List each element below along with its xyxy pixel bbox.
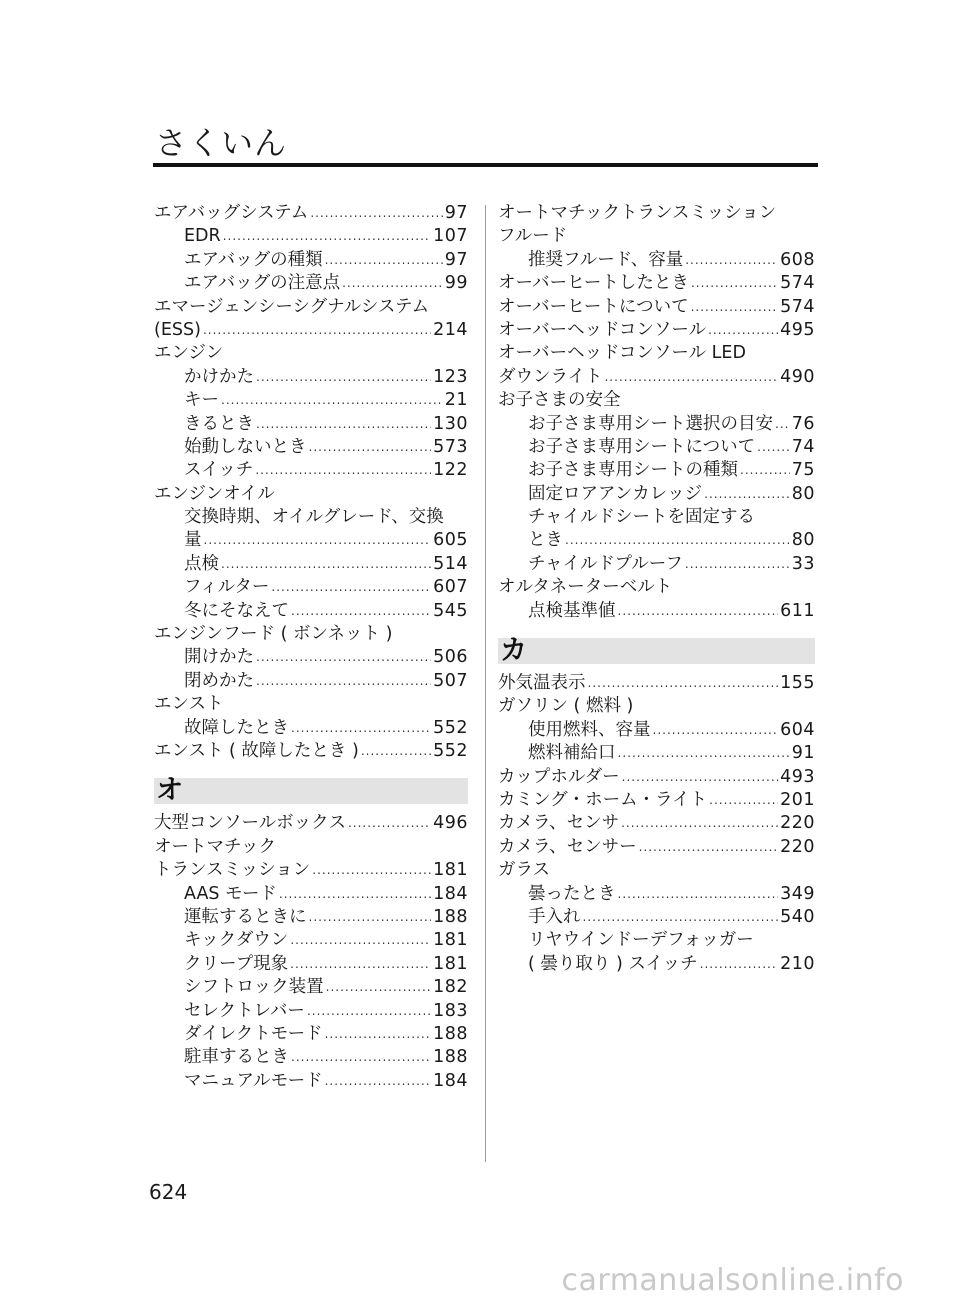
index-entry — [154, 249, 468, 272]
index-entry — [154, 740, 468, 763]
dot-leader — [708, 319, 778, 342]
entry-label: エアバッグシステム — [154, 203, 309, 223]
dot-leader — [709, 789, 778, 812]
entry-label: お子さま専用シートの種類 — [528, 460, 738, 481]
dot-leader — [203, 319, 431, 342]
entry-page-number: 97 — [444, 249, 468, 270]
entry-label: キックダウン — [184, 930, 289, 951]
entry-label: EDR — [184, 226, 221, 247]
dot-leader — [348, 812, 431, 835]
index-entry — [498, 459, 815, 482]
index-entry — [154, 319, 468, 342]
dot-leader — [255, 459, 431, 482]
entry-page-number: 506 — [433, 647, 468, 668]
dot-leader — [621, 812, 778, 835]
index-entry — [154, 717, 468, 740]
index-entry — [154, 1023, 468, 1046]
entry-label: (ESS) — [154, 319, 201, 340]
index-heading: エンジン — [154, 343, 224, 364]
index-entry — [498, 953, 815, 976]
dot-leader — [565, 529, 790, 552]
entry-page-number: 76 — [791, 413, 815, 434]
entry-label: スイッチ — [184, 460, 254, 481]
entry-page-number: 574 — [780, 296, 815, 317]
entry-label: エアバッグの種類 — [184, 249, 323, 270]
index-entry — [498, 836, 815, 859]
entry-page-number: 611 — [780, 600, 815, 621]
index-entry — [154, 600, 468, 623]
entry-page-number: 181 — [433, 930, 468, 951]
index-heading: ガラス — [498, 860, 550, 881]
entry-label: 大型コンソールボックス — [154, 813, 346, 834]
dot-leader — [312, 859, 431, 882]
index-entry — [154, 272, 468, 295]
entry-label: チャイルドプルーフ — [528, 553, 683, 574]
dot-leader — [256, 670, 431, 693]
dot-leader — [653, 719, 779, 742]
index-entry — [498, 483, 815, 506]
entry-label: オーバーヘッドコンソール — [498, 319, 707, 340]
entry-page-number: 182 — [433, 977, 468, 998]
index-entry — [498, 296, 815, 319]
entry-page-number: 80 — [791, 530, 815, 551]
dot-leader — [342, 272, 443, 295]
entry-page-number: 220 — [780, 813, 815, 834]
dot-leader — [309, 436, 432, 459]
entry-page-number: 21 — [444, 390, 468, 411]
index-entry — [154, 812, 468, 835]
index-title: さくいん — [155, 124, 288, 162]
entry-page-number: 604 — [780, 719, 815, 740]
dot-leader — [325, 1023, 431, 1046]
entry-label: フィルター — [184, 577, 270, 598]
dot-leader — [583, 906, 779, 929]
entry-page-number: 188 — [433, 1023, 468, 1044]
entry-page-number: 99 — [444, 273, 468, 294]
dot-leader — [326, 976, 431, 999]
entry-page-number: 80 — [791, 483, 815, 504]
index-subheading: 交換時期、オイルグレード、交換 — [184, 507, 444, 528]
entry-label: マニュアルモード — [184, 1070, 323, 1091]
index-entry — [154, 529, 468, 552]
index-entry — [154, 225, 468, 248]
index-entry — [154, 1046, 468, 1069]
entry-page-number: 181 — [433, 860, 468, 881]
index-entry — [154, 883, 468, 906]
index-entry — [498, 553, 815, 576]
entry-label: 曇ったとき — [528, 883, 616, 904]
index-entry — [154, 459, 468, 482]
entry-page-number: 181 — [433, 953, 468, 974]
dot-leader — [618, 883, 779, 906]
dot-leader — [604, 366, 778, 389]
index-entry — [498, 413, 815, 436]
entry-label: 閉めかた — [184, 670, 254, 691]
index-entry — [498, 766, 815, 789]
index-entry — [498, 672, 815, 695]
index-heading: エンジンフード ( ボンネット ) — [154, 624, 393, 645]
entry-label: お子さま専用シートについて — [528, 436, 756, 457]
entry-page-number: 545 — [433, 600, 468, 621]
index-heading: オートマチック — [154, 836, 276, 857]
entry-page-number: 574 — [780, 273, 815, 294]
section-letter-ka: カ — [500, 635, 527, 667]
index-entry — [498, 600, 815, 623]
entry-label: クリープ現象 — [184, 953, 289, 974]
index-entry — [154, 1070, 468, 1093]
entry-label: 駐車するとき — [184, 1047, 289, 1068]
index-subheading: リヤウインドーデフォッガー — [528, 930, 754, 951]
index-heading: オーバーヘッドコンソール LED — [498, 343, 746, 364]
index-entry — [498, 436, 815, 459]
entry-label: セレクトレバー — [184, 1000, 305, 1021]
entry-page-number: 123 — [433, 366, 468, 387]
index-entry — [154, 389, 468, 412]
entry-page-number: 184 — [433, 883, 468, 904]
entry-label: 使用燃料、容量 — [528, 719, 651, 740]
entry-page-number: 608 — [780, 249, 815, 270]
index-entry — [498, 366, 815, 389]
entry-label: 開けかた — [184, 647, 254, 668]
dot-leader — [256, 366, 431, 389]
dot-leader — [618, 600, 779, 623]
dot-leader — [279, 883, 431, 906]
section-letter-o: オ — [156, 775, 183, 807]
index-entry — [154, 553, 468, 576]
entry-page-number: 507 — [433, 670, 468, 691]
entry-label: 固定ロアアンカレッジ — [528, 483, 703, 504]
dot-leader — [307, 1000, 431, 1023]
dot-leader — [757, 436, 790, 459]
dot-leader — [685, 249, 778, 272]
index-entry — [154, 366, 468, 389]
entry-page-number: 493 — [780, 766, 815, 787]
entry-label: トランスミッション — [154, 860, 311, 881]
entry-label: 外気温表示 — [498, 673, 586, 694]
entry-label: 故障したとき — [184, 717, 289, 738]
entry-label: シフトロック装置 — [184, 977, 324, 998]
entry-label: 始動しないとき — [184, 436, 307, 457]
section-header-o — [154, 775, 468, 807]
entry-page-number: 91 — [791, 743, 815, 764]
right-column — [498, 202, 815, 976]
entry-page-number: 607 — [433, 577, 468, 598]
entry-label: AAS モード — [184, 883, 277, 904]
index-entry — [498, 906, 815, 929]
index-heading: エンジンオイル — [154, 483, 275, 504]
entry-page-number: 130 — [433, 413, 468, 434]
entry-page-number: 540 — [780, 906, 815, 927]
entry-label: 燃料補給口 — [528, 743, 616, 764]
entry-page-number: 349 — [780, 883, 815, 904]
entry-label: 点検基準値 — [528, 600, 616, 621]
entry-label: 運転するときに — [184, 906, 307, 927]
entry-page-number: 188 — [433, 906, 468, 927]
entry-page-number: 552 — [433, 717, 468, 738]
entry-page-number: 214 — [433, 319, 468, 340]
entry-page-number: 495 — [780, 319, 815, 340]
entry-page-number: 155 — [780, 673, 815, 694]
dot-leader — [361, 740, 431, 763]
index-entry — [154, 929, 468, 952]
index-heading: フルード — [498, 226, 568, 247]
entry-label: キー — [184, 390, 219, 411]
entry-page-number: 33 — [791, 553, 815, 574]
dot-leader — [271, 576, 431, 599]
index-entry — [498, 319, 815, 342]
entry-label: 手入れ — [528, 906, 581, 927]
dot-leader — [639, 836, 778, 859]
entry-page-number: 496 — [433, 813, 468, 834]
entry-page-number: 183 — [433, 1000, 468, 1021]
index-entry — [498, 812, 815, 835]
index-entry — [154, 413, 468, 436]
dot-leader — [704, 483, 790, 506]
dot-leader — [740, 459, 790, 482]
dot-leader — [223, 225, 431, 248]
entry-label: カメラ、センサー — [498, 836, 637, 857]
index-entry — [498, 789, 815, 812]
dot-leader — [622, 766, 778, 789]
entry-label: 点検 — [184, 553, 219, 574]
index-entry — [498, 719, 815, 742]
index-entry — [154, 976, 468, 999]
page-number: 624 — [149, 1180, 188, 1204]
entry-label: エアバッグの注意点 — [184, 273, 341, 294]
dot-leader — [221, 389, 443, 412]
column-divider — [485, 205, 486, 1162]
entry-label: ダイレクトモード — [184, 1023, 323, 1044]
dot-leader — [691, 296, 779, 319]
entry-label: ダウンライト — [498, 366, 603, 387]
index-heading: オルタネーターベルト — [498, 577, 673, 598]
index-heading: エンスト — [154, 694, 224, 715]
title-underline — [153, 163, 818, 167]
entry-label: カメラ、センサ — [498, 813, 620, 834]
index-heading: エマージェンシーシグナルシステム — [154, 296, 430, 317]
index-entry — [154, 953, 468, 976]
entry-page-number: 220 — [780, 836, 815, 857]
index-heading: ガソリン ( 燃料 ) — [498, 696, 634, 717]
index-entry — [498, 249, 815, 272]
index-entry — [154, 859, 468, 882]
section-header-ka — [498, 635, 815, 667]
dot-leader — [290, 953, 431, 976]
dot-leader — [685, 553, 790, 576]
entry-page-number: 490 — [780, 366, 815, 387]
entry-label: とき — [528, 530, 563, 551]
dot-leader — [310, 202, 442, 225]
entry-label: カミング・ホーム・ライト — [498, 789, 708, 810]
entry-label: きるとき — [184, 413, 254, 434]
entry-label: エンスト ( 故障したとき ) — [154, 740, 359, 761]
index-entry — [154, 576, 468, 599]
entry-page-number: 107 — [433, 226, 468, 247]
entry-label: お子さま専用シート選択の目安 — [528, 413, 773, 434]
index-heading: オートマチックトランスミッション — [498, 203, 777, 223]
dot-leader — [309, 906, 432, 929]
watermark: carmanualsonline.info — [561, 1263, 904, 1298]
dot-leader — [618, 742, 790, 765]
dot-leader — [204, 529, 432, 552]
dot-leader — [691, 272, 778, 295]
entry-page-number: 74 — [791, 436, 815, 457]
index-entry — [498, 272, 815, 295]
left-group-o — [154, 812, 468, 1093]
index-entry — [154, 202, 468, 225]
entry-page-number: 552 — [433, 740, 468, 761]
left-group-e — [154, 202, 468, 763]
dot-leader — [290, 929, 431, 952]
dot-leader — [325, 1070, 431, 1093]
dot-leader — [325, 249, 443, 272]
entry-page-number: 97 — [444, 203, 468, 223]
right-group-ka — [498, 672, 815, 976]
index-entry — [154, 906, 468, 929]
dot-leader — [256, 646, 431, 669]
dot-leader — [221, 553, 431, 576]
left-column — [154, 202, 468, 1093]
index-entry — [154, 436, 468, 459]
entry-label: かけかた — [184, 366, 254, 387]
entry-label: ( 曇り取り ) スイッチ — [528, 953, 698, 974]
index-entry — [498, 742, 815, 765]
index-heading: お子さまの安全 — [498, 390, 621, 411]
entry-page-number: 201 — [780, 789, 815, 810]
entry-label: オーバーヒートについて — [498, 296, 689, 317]
entry-page-number: 184 — [433, 1070, 468, 1091]
dot-leader — [291, 717, 431, 740]
index-entry — [154, 1000, 468, 1023]
dot-leader — [588, 672, 779, 695]
entry-page-number: 210 — [780, 953, 815, 974]
index-entry — [154, 670, 468, 693]
dot-leader — [700, 953, 778, 976]
entry-page-number: 75 — [791, 460, 815, 481]
entry-page-number: 605 — [433, 530, 468, 551]
entry-page-number: 573 — [433, 436, 468, 457]
index-entry — [498, 529, 815, 552]
index-entry — [154, 646, 468, 669]
entry-label: カップホルダー — [498, 766, 620, 787]
entry-label: 量 — [184, 530, 202, 551]
entry-label: 推奨フルード、容量 — [528, 249, 684, 270]
entry-label: 冬にそなえて — [184, 600, 289, 621]
dot-leader — [775, 413, 790, 436]
dot-leader — [291, 1046, 431, 1069]
index-entry — [498, 883, 815, 906]
entry-label: オーバーヒートしたとき — [498, 273, 689, 294]
right-group-o — [498, 202, 815, 623]
dot-leader — [291, 600, 431, 623]
entry-page-number: 188 — [433, 1047, 468, 1068]
dot-leader — [256, 413, 431, 436]
entry-page-number: 122 — [433, 460, 468, 481]
index-subheading: チャイルドシートを固定する — [528, 507, 755, 528]
entry-page-number: 514 — [433, 553, 468, 574]
